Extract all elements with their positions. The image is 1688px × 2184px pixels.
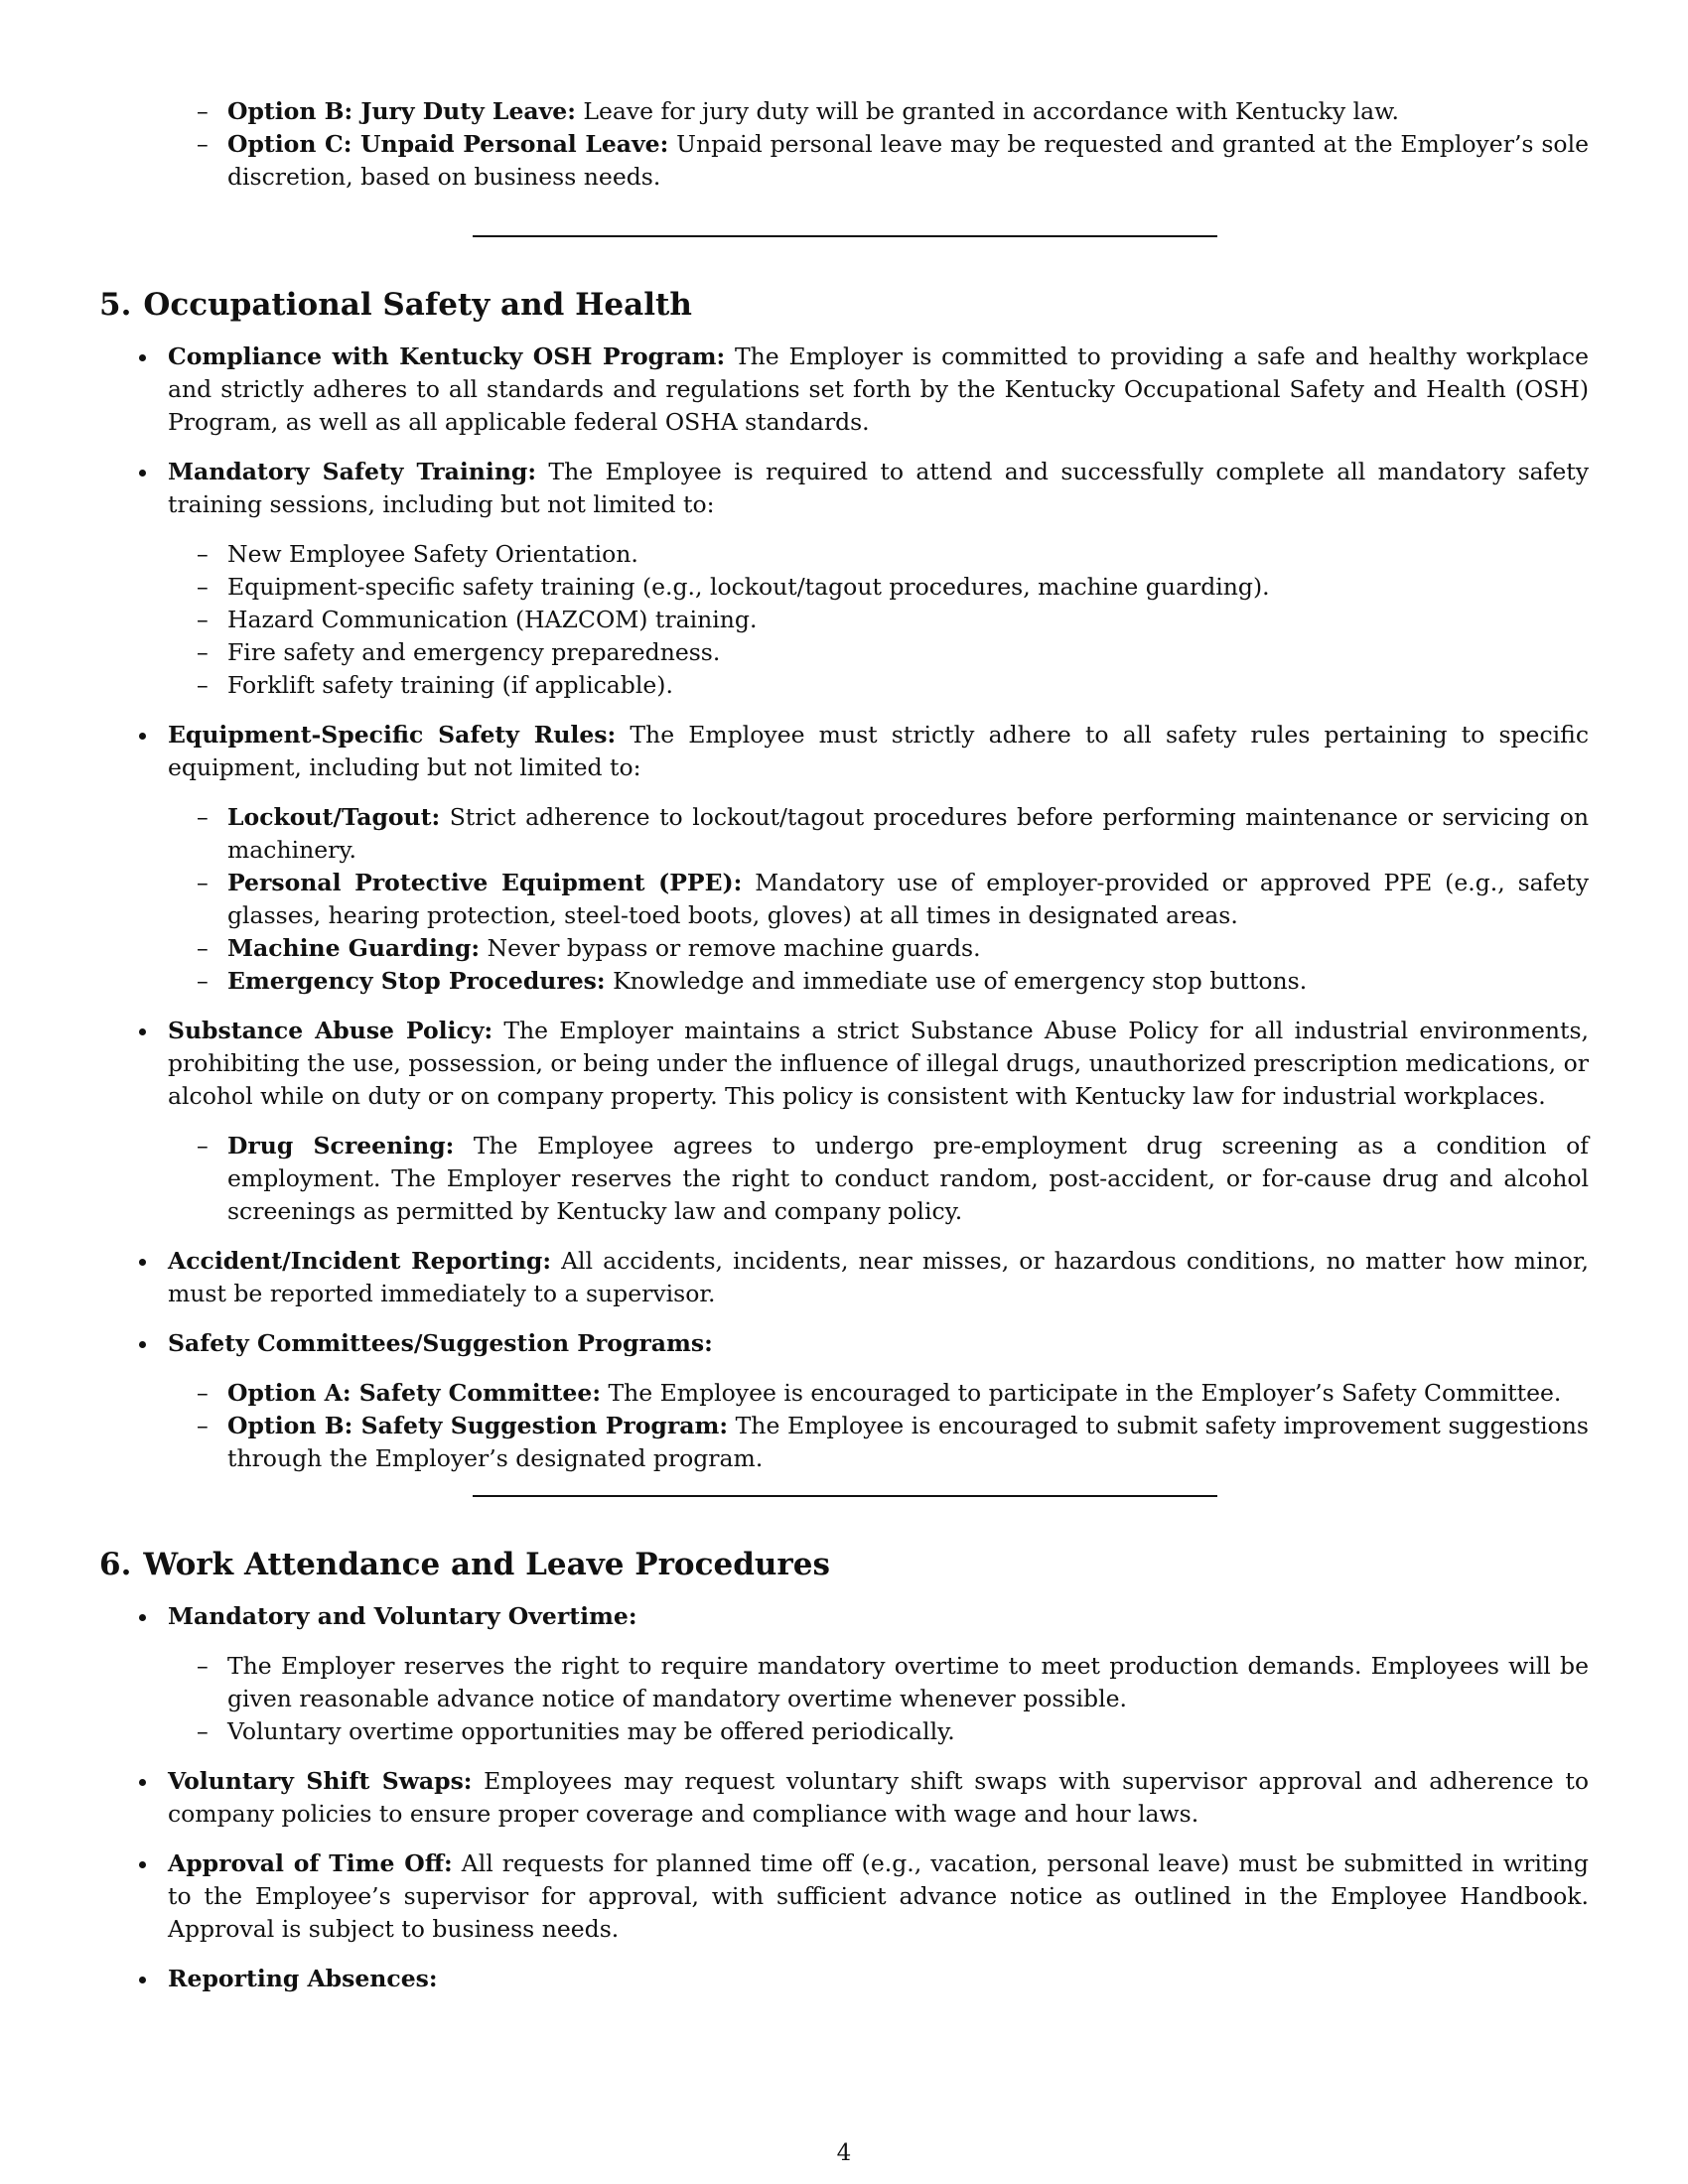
sub-list [168,1377,1589,1475]
document-page [99,95,1589,2012]
section-divider [473,1495,1217,1497]
sub-list-item: – Voluntary overtime opportunities may be offered periodically. [168,1715,1589,1748]
section-6-list [99,1600,1589,1995]
list-item: Voluntary Shift Swaps: Employees may request voluntary shift swaps with supervisor approval and adherence to company policies to ensure proper coverage and compliance with wage and hour laws. [99,1765,1589,1831]
sub-list-item: – Personal Protective Equipment (PPE): Mandatory use of employer-provided or approved PPE (e.g., safety glasses, hearing protection, steel-toed boots, gloves) at all times in designated areas. [168,867,1589,932]
sub-list-item: – Option A: Safety Committee: The Employee is encouraged to participate in the Employer’s Safety Committee. [168,1377,1589,1410]
page-number: 4 [836,2140,852,2166]
list-item: Safety Committees/Suggestion Programs: – Option A: Safety Committee: The Employee is encouraged to participate in the Employer’s Safety Committee. – Option B: Safety Suggestion Program: The Employee is encouraged to submit safety improvement suggestions through the Employer’s designated program. [99,1327,1589,1475]
list-item: Mandatory Safety Training: The Employee is required to attend and successfully complete all mandatory safety training sessions, including but not limited to: – New Employee Safety Orientation. – Equipment-specific safety training (e.g., lockout/tagout procedures, machine guarding). – Hazard Communication (HAZCOM) training. – Fire safety and emergency preparedness. – Forklift safety training (if applicable). [99,456,1589,702]
section-5-list [99,341,1589,1475]
section-heading: 6. Work Attendance and Leave Procedures [99,1547,830,1582]
leave-options-list [168,95,1589,194]
sub-list-item: – New Employee Safety Orientation. [168,538,1589,571]
list-item: Approval of Time Off: All requests for planned time off (e.g., vacation, personal leave) must be submitted in writing to the Employee’s supervisor for approval, with sufficient advance notice as outlined in the Employee Handbook. Approval is subject to business needs. [99,1847,1589,1946]
section-divider [473,235,1217,237]
sub-list-item: – Machine Guarding: Never bypass or remove machine guards. [168,932,1589,965]
sub-list [168,801,1589,998]
sub-list-item: – Fire safety and emergency preparedness. [168,636,1589,669]
sub-list-item: – Forklift safety training (if applicable). [168,669,1589,702]
list-item: Compliance with Kentucky OSH Program: The Employer is committed to providing a safe and healthy workplace and strictly adheres to all standards and regulations set forth by the Kentucky Occupational Safety and Health (OSH) Program, as well as all applicable federal OSHA standards. [99,341,1589,439]
section-heading: 5. Occupational Safety and Health [99,287,692,323]
list-item: Reporting Absences: [99,1963,1589,1995]
sub-list [168,538,1589,702]
sub-list-item: – Lockout/Tagout: Strict adherence to lockout/tagout procedures before performing maintenance or servicing on machinery. [168,801,1589,867]
list-item: Accident/Incident Reporting: All accidents, incidents, near misses, or hazardous conditions, no matter how minor, must be reported immediately to a supervisor. [99,1245,1589,1310]
list-item: Substance Abuse Policy: The Employer maintains a strict Substance Abuse Policy for all industrial environments, prohibiting the use, possession, or being under the influence of illegal drugs, unauthorized prescription medications, or alcohol while on duty or on company property. This policy is consistent with Kentucky law for industrial workplaces. – Drug Screening: The Employee agrees to undergo pre-employment drug screening as a condition of employment. The Employer reserves the right to conduct random, post-accident, or for-cause drug and alcohol screenings as permitted by Kentucky law and company policy. [99,1015,1589,1228]
list-item: – Option B: Jury Duty Leave: Leave for jury duty will be granted in accordance with Kentucky law. [168,95,1589,128]
list-item: – Option C: Unpaid Personal Leave: Unpaid personal leave may be requested and granted at the Employer’s sole discretion, based on business needs. [168,128,1589,194]
sub-list [168,1650,1589,1748]
sub-list-item: – Hazard Communication (HAZCOM) training. [168,604,1589,636]
list-item: Equipment-Specific Safety Rules: The Employee must strictly adhere to all safety rules pertaining to specific equipment, including but not limited to: – Lockout/Tagout: Strict adherence to lockout/tagout procedures before performing maintenance or servicing on machinery. – Personal Protective Equipment (PPE): Mandatory use of employer-provided or approved PPE (e.g., safety glasses, hearing protection, steel-toed boots, gloves) at all times in designated areas. – Machine Guarding: Never bypass or remove machine guards. – Emergency Stop Procedures: Knowledge and immediate use of emergency stop buttons. [99,719,1589,998]
sub-list-item: – The Employer reserves the right to require mandatory overtime to meet production demands. Employees will be given reasonable advance notice of mandatory overtime whenever possible. [168,1650,1589,1715]
sub-list-item: – Drug Screening: The Employee agrees to undergo pre-employment drug screening as a condition of employment. The Employer reserves the right to conduct random, post-accident, or for-cause drug and alcohol screenings as permitted by Kentucky law and company policy. [168,1130,1589,1228]
sub-list-item: – Emergency Stop Procedures: Knowledge and immediate use of emergency stop buttons. [168,965,1589,998]
sub-list-item: – Equipment-specific safety training (e.g., lockout/tagout procedures, machine guarding). [168,571,1589,604]
list-item: Mandatory and Voluntary Overtime: – The Employer reserves the right to require mandatory overtime to meet production demands. Employees will be given reasonable advance notice of mandatory overtime whenever possible. – Voluntary overtime opportunities may be offered periodically. [99,1600,1589,1748]
sub-list-item: – Option B: Safety Suggestion Program: The Employee is encouraged to submit safety improvement suggestions through the Employer’s designated program. [168,1410,1589,1475]
sub-list [168,1130,1589,1228]
